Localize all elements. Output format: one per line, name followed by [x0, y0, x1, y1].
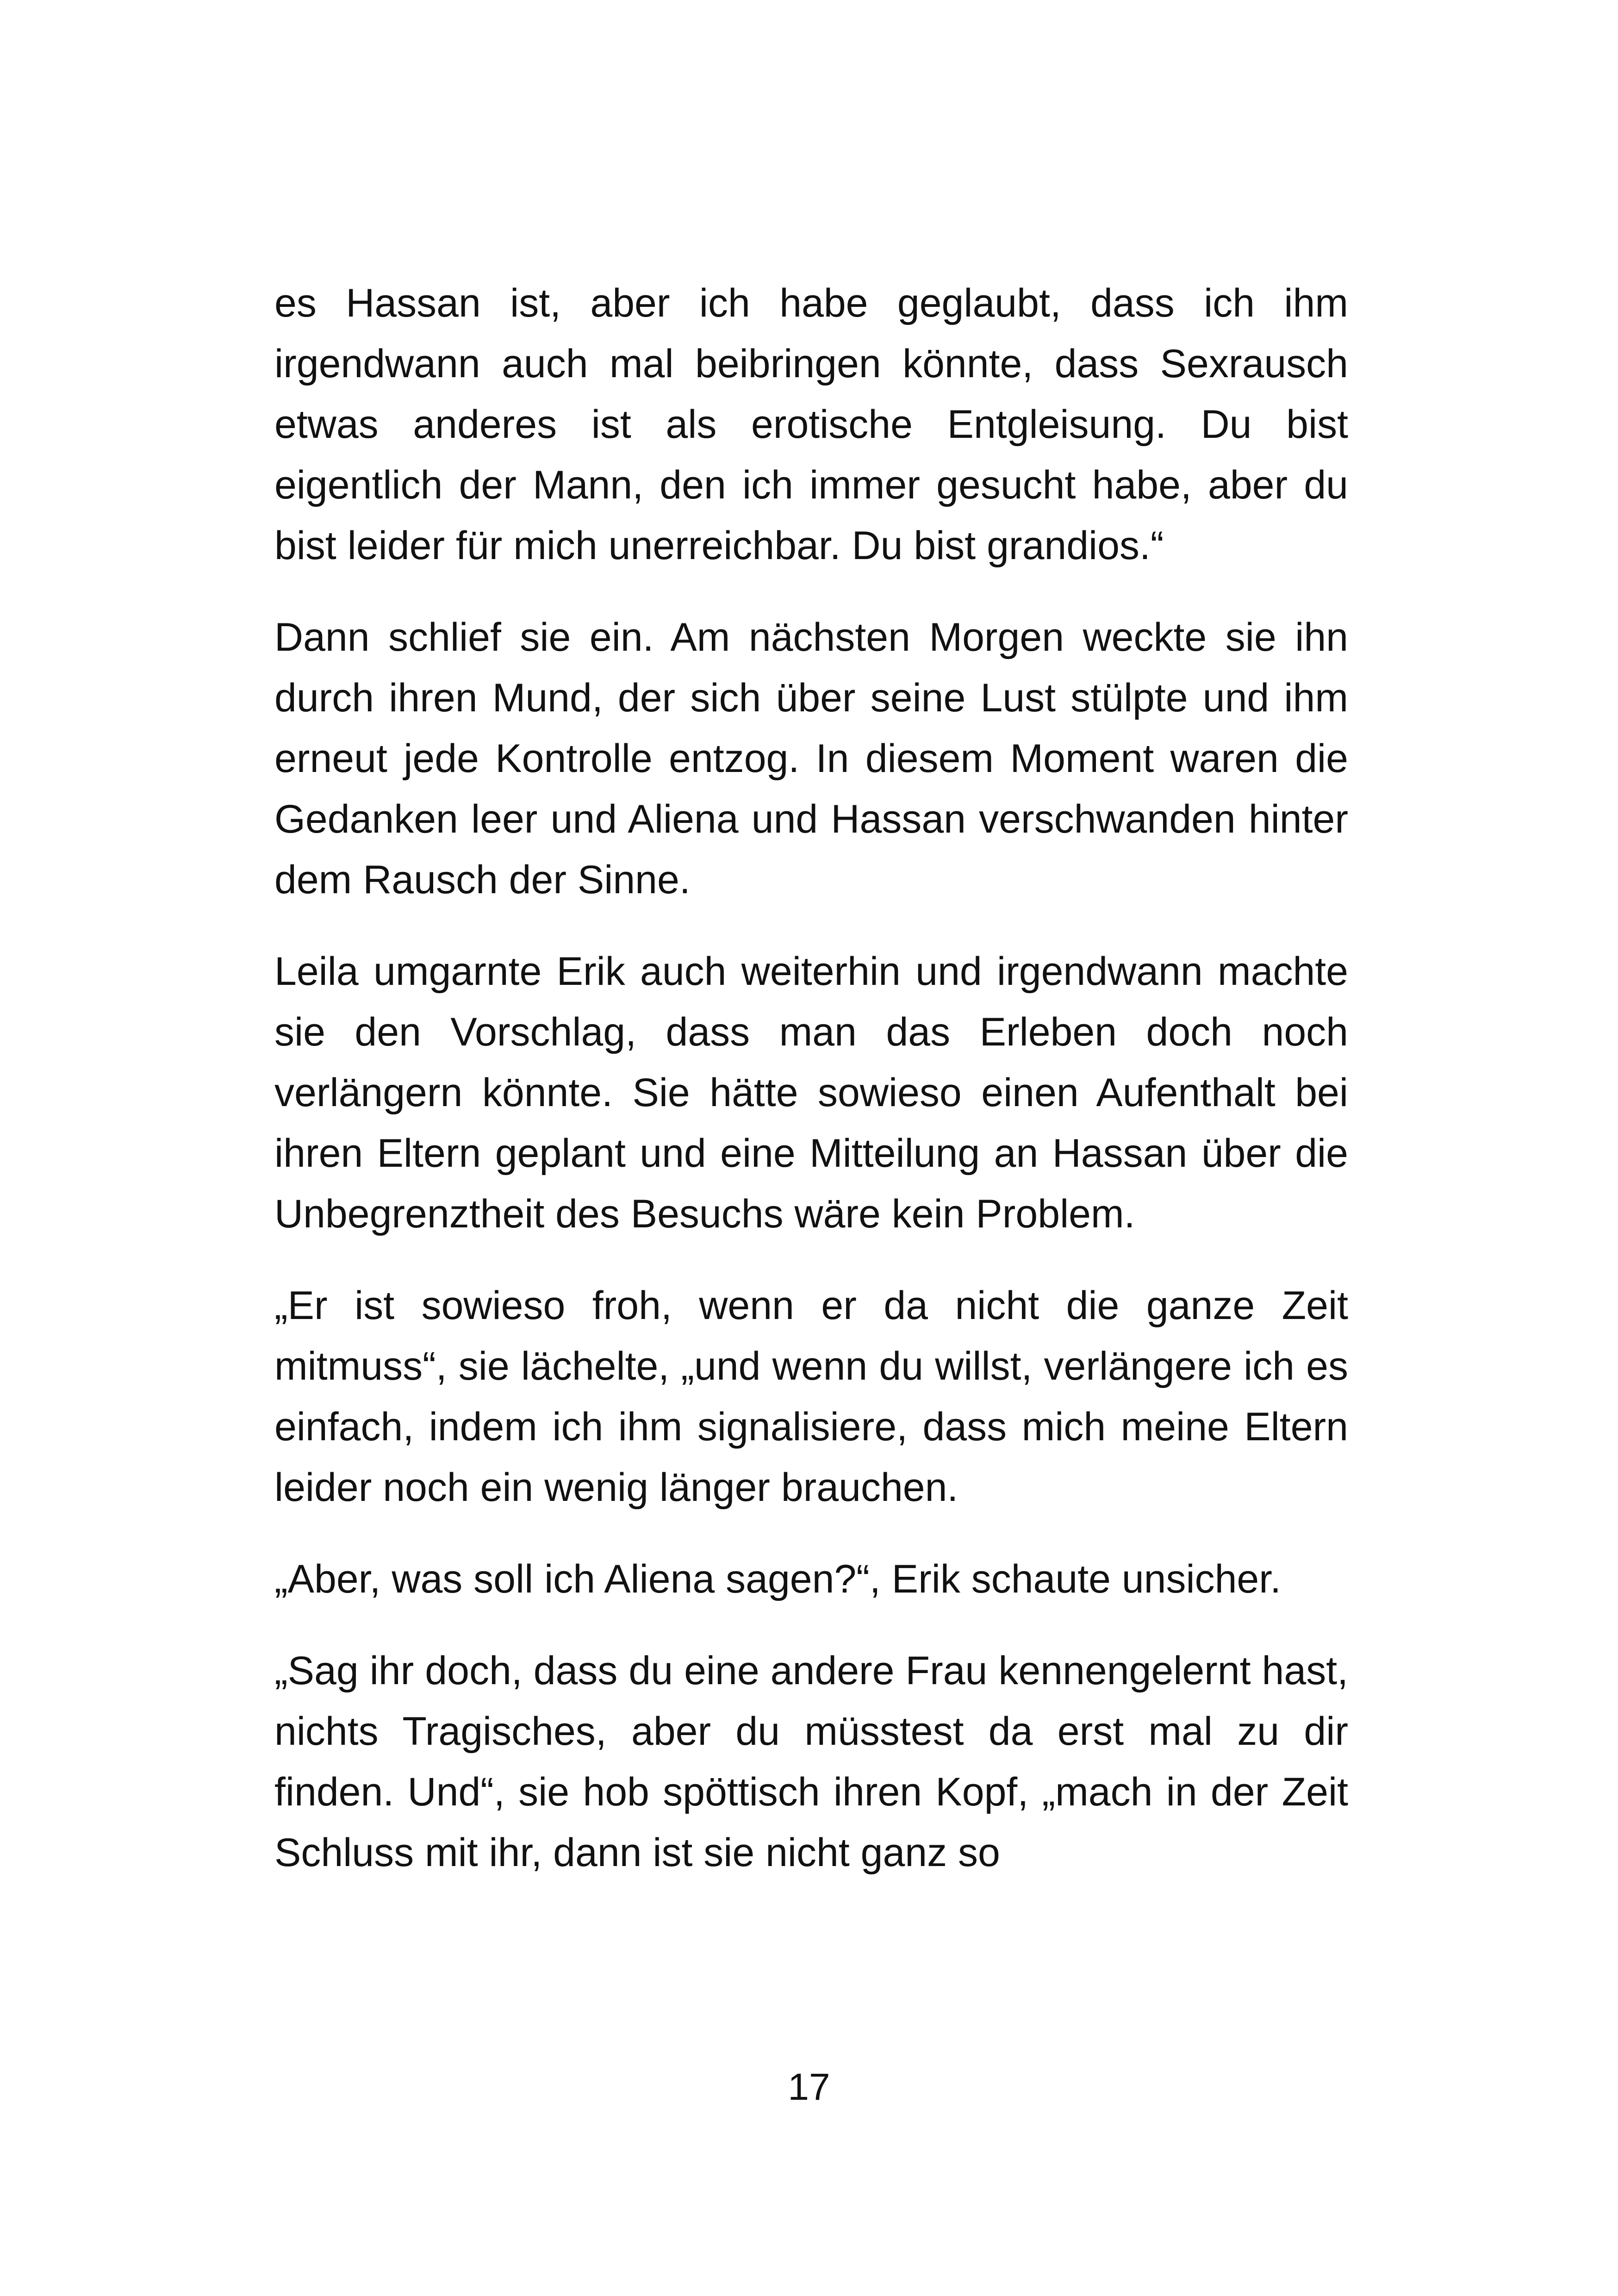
paragraph-1: es Hassan ist, aber ich habe geglaubt, dass ich ihm irgendwann auch mal beibringen könnte, dass Sexrausch etwas anderes ist als erotische Entgleisung. Du bist eigentlich der Mann, den ich immer gesucht habe, aber du bist leider für mich unerreichbar. Du bist grandios.“ [274, 281, 1348, 568]
paragraph-6: „Sag ihr doch, dass du eine andere Frau kennengelernt hast, nichts Tragisches, aber du müsstest da erst mal zu dir finden. Und“, sie hob spöttisch ihren Kopf, „mach in der Zeit Schluss mit ihr, dann ist sie nicht ganz so [274, 1649, 1348, 1875]
body-text [274, 273, 1348, 1883]
paragraph-3: Leila umgarnte Erik auch weiterhin und irgendwann machte sie den Vorschlag, dass man das Erleben doch noch verlängern könnte. Sie hätte sowieso einen Aufenthalt bei ihren Eltern geplant und eine Mitteilung an Hassan über die Unbegrenztheit des Besuchs wäre kein Problem. [274, 949, 1348, 1236]
page-number: 17 [788, 2066, 830, 2108]
paragraph-5: „Aber, was soll ich Aliena sagen?“, Erik schaute unsicher. [274, 1557, 1282, 1601]
paragraph-4: „Er ist sowieso froh, wenn er da nicht die ganze Zeit mitmuss“, sie lächelte, „und wenn du willst, verlängere ich es einfach, indem ich ihm signalisiere, dass mich meine Eltern leider noch ein wenig länger brauchen. [274, 1283, 1348, 1510]
paragraph-2: Dann schlief sie ein. Am nächsten Morgen weckte sie ihn durch ihren Mund, der sich über seine Lust stülpte und ihm erneut jede Kontrolle entzog. In diesem Moment waren die Gedanken leer und Aliena und Hassan verschwanden hinter dem Rausch der Sinne. [274, 615, 1348, 902]
